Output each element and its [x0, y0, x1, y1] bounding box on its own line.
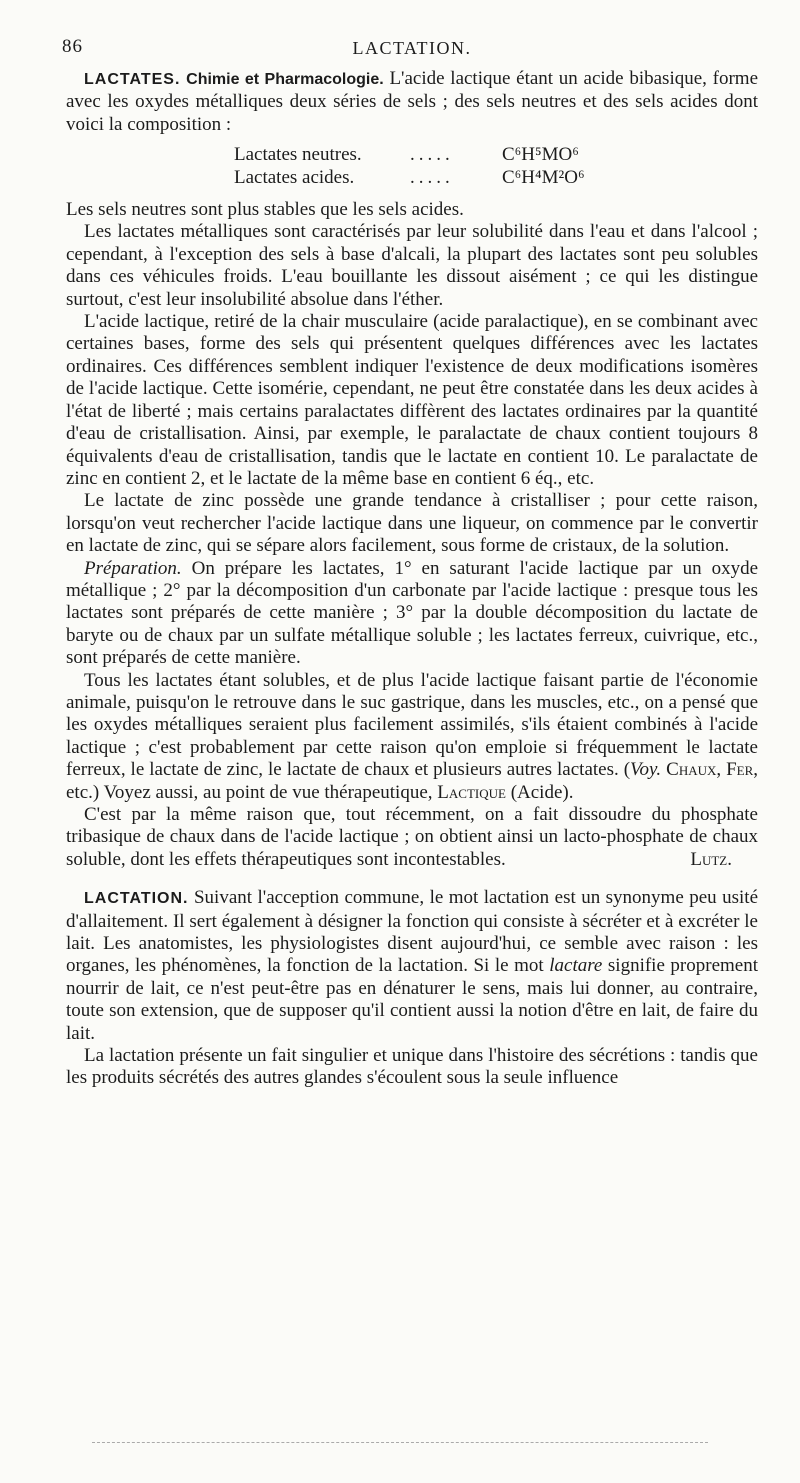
author-signature: Lutz. — [690, 848, 732, 870]
entry-heading-lactates: LACTATES. — [84, 71, 181, 88]
formula-row — [234, 167, 758, 189]
paragraph: L'acide lactique, retiré de la chair musculaire (acide paralactique), en se combinant avec certaines bases, forme des sels qui présentent quelques différences avec les lactates ordinaires. Ces différences semblent indiquer l'existence de deux modifications isomères de l'acide lactique. Cette isomérie, cependant, ne peut être constatée dans les deux acides à l'état de liberté ; mais certains paralactates diffèrent des lactates ordinaires par la quantité d'eau de cristallisation. Ainsi, par exemple, le paralactate de chaux contient toujours 8 équivalents d'eau de cristallisation, tandis que le lactate en contient 10. Le paralactate de zinc en contient 2, et le lactate de la même base en contient 6 éq., etc. — [66, 311, 758, 489]
entry-heading-lactation: LACTATION. — [84, 890, 189, 908]
intro-text: L'acide lactique étant un acide bibasique, forme avec les oxydes métalliques deux séries de sels ; des sels neutres et des sels acides dont voici la composition : — [66, 68, 759, 135]
cross-reference: Lactique — [437, 781, 506, 803]
phosphate-text: C'est par la même raison que, tout récemment, on a fait dissoudre du phosphate tribasique de chaux dans de l'acide lactique ; on obtient ainsi un lacto-phosphate de chaux soluble, dont les effets thérapeutiques sont incontestables. — [66, 804, 758, 870]
formula-row — [234, 144, 758, 166]
entry-subheading: Chimie et Pharmacologie. — [186, 71, 384, 88]
preparation-label: Préparation. — [84, 557, 182, 579]
footer-rule — [92, 1442, 708, 1443]
running-title: LACTATION. — [352, 38, 472, 58]
usage-text-mid: etc.) Voyez aussi, au point de vue thérapeutique, — [66, 781, 433, 803]
formula-name: Lactates acides. — [234, 166, 355, 188]
latin-term: lactare — [549, 955, 603, 977]
cross-reference: Chaux, Fer, — [666, 759, 759, 781]
lactation-text: Suivant l'acception commune, le mot lactation est un synonyme peu usité d'allaitement. Il sert également à désigner la fonction qui consiste à sécréter et à excréter le lait. Les anatomistes, les physiologistes disent aujourd'hui, ce semble avec raison : les organes, les phénomènes, la fonction de la lactation. Si le mot — [66, 887, 759, 977]
paragraph-usage — [66, 670, 758, 804]
formula-table — [234, 144, 758, 189]
lactation-intro — [66, 887, 758, 1045]
formula-name: Lactates neutres. — [234, 144, 362, 166]
formula-dots: ..... — [410, 166, 454, 188]
formula-dots: ..... — [410, 144, 454, 166]
usage-text-end: (Acide). — [510, 781, 574, 803]
formula-value: C⁶H⁴M²O⁶ — [502, 166, 585, 188]
paragraph-phosphate — [66, 804, 758, 871]
voy-abbrev: Voy. — [630, 759, 662, 781]
paragraph: Le lactate de zinc possède une grande tendance à cristalliser ; pour cette raison, lorsqu'on veut rechercher l'acide lactique dans une liqueur, on commence par le convertir en lactate de zinc, qui se sépare alors facilement, sous forme de cristaux, de la solution. — [66, 490, 758, 557]
lactates-intro — [66, 68, 758, 136]
lactation-text-end: signifie proprement nourrir de lait, ce n'est peut-être pas en dénaturer le sens, mais lui donner, au contraire, toute son extension, que de supposer qu'il contient aussi la notion d'être en lait, de faire du lait. — [66, 955, 759, 1044]
paragraph: Les sels neutres sont plus stables que les sels acides. — [66, 199, 464, 221]
page-number: 86 — [62, 36, 83, 57]
usage-text: Tous les lactates étant solubles, et de plus l'acide lactique faisant partie de l'économie animale, puisqu'on le retrouve dans le suc gastrique, dans les muscles, etc., on a pensé que les oxydes métalliques seraient plus facilement assimilés, s'ils étaient combinés à l'acide lactique ; c'est probablement par cette raison qu'on emploie si fréquemment le lactate ferreux, le lactate de zinc, le lactate de chaux et plusieurs autres lactates. ( — [66, 669, 758, 781]
preparation-text: On prépare les lactates, 1° en saturant l'acide lactique par un oxyde métallique ; 2° par la décomposition d'un carbonate par l'acide lactique : presque tous les lactates sont préparés de cette manière ; 3° par la double décomposition du lactate de baryte ou de chaux par un sulfate métallique soluble ; les lactates ferreux, cuivrique, etc., sont préparés de cette manière. — [66, 557, 759, 669]
paragraph: La lactation présente un fait singulier et unique dans l'histoire des sécrétions : tandis que les produits sécrétés des autres glandes s'écoulent sous la seule influence — [66, 1045, 758, 1089]
formula-value: C⁶H⁵MO⁶ — [502, 144, 579, 166]
paragraph-preparation — [66, 558, 758, 670]
paragraph: Les lactates métalliques sont caractérisés par leur solubilité dans l'eau et dans l'alcool ; cependant, à l'exception des sels à base d'alcali, la plupart des lactates sont peu solubles dans ces véhicules froids. L'eau bouillante les dissout aisément ; ce qui les distingue surtout, c'est leur insolubilité absolue dans l'éther. — [66, 221, 758, 310]
running-head — [62, 30, 758, 60]
